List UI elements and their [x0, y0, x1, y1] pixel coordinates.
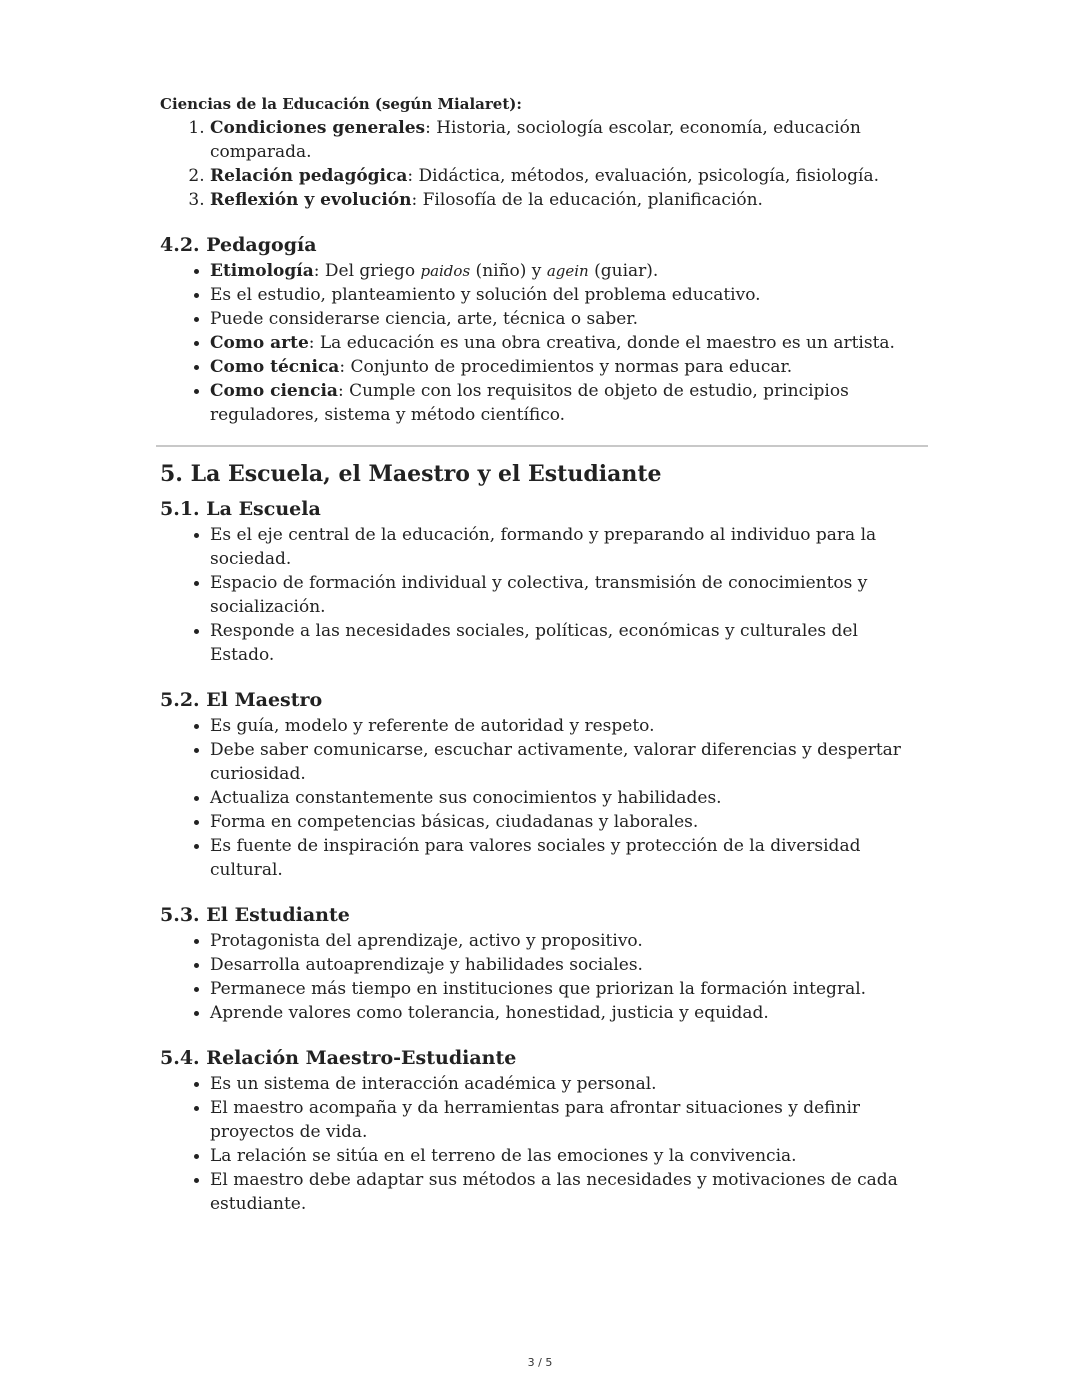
item-text: : La educación es una obra creativa, donde el maestro es un artista.: [308, 333, 895, 353]
list-item: [210, 379, 924, 427]
section-heading-pedagogia: 4.2. Pedagogía: [160, 234, 317, 256]
greek-word: paidos: [420, 262, 471, 280]
list-item: [210, 259, 924, 283]
estudiante-list: [160, 929, 924, 1025]
list-item: • Protagonista del aprendizaje, activo y propositivo.: [210, 929, 924, 953]
item-text: : Conjunto de procedimientos y normas para educar.: [339, 357, 793, 377]
item-term: Como arte: [210, 333, 309, 353]
item-text: (niño) y: [470, 261, 547, 281]
list-item: [210, 116, 924, 164]
item-term: Etimología: [210, 261, 314, 281]
item-text: : Filosofía de la educación, planificación.: [411, 190, 763, 210]
list-item: • El maestro debe adaptar sus métodos a las necesidades y motivaciones de cada estudiante.: [210, 1168, 924, 1216]
list-item: [210, 188, 924, 212]
item-term: Como ciencia: [210, 381, 338, 401]
list-item: • Desarrolla autoaprendizaje y habilidades sociales.: [210, 953, 924, 977]
item-text: (guiar).: [588, 261, 659, 281]
mialaret-list: [160, 116, 924, 212]
item-term: Reflexión y evolución: [210, 190, 412, 210]
item-text: : Del griego: [313, 261, 421, 281]
list-item: • Debe saber comunicarse, escuchar activamente, valorar diferencias y despertar curiosidad.: [210, 738, 924, 786]
list-item: • Puede considerarse ciencia, arte, técnica o saber.: [210, 307, 924, 331]
list-item: • Responde a las necesidades sociales, políticas, económicas y culturales del Estado.: [210, 619, 924, 667]
item-text: : Historia, sociología escolar, economía, educación comparada.: [210, 118, 861, 162]
list-item: • Espacio de formación individual y colectiva, transmisión de conocimientos y socialización.: [210, 571, 924, 619]
list-item: • La relación se sitúa en el terreno de las emociones y la convivencia.: [210, 1144, 924, 1168]
list-item: • Es un sistema de interacción académica y personal.: [210, 1072, 924, 1096]
list-item: • Es guía, modelo y referente de autoridad y respeto.: [210, 714, 924, 738]
section-divider: [156, 445, 928, 447]
document-page: [160, 92, 924, 1216]
list-item: • Permanece más tiempo en instituciones que priorizan la formación integral.: [210, 977, 924, 1001]
item-term: Como técnica: [210, 357, 340, 377]
list-item: • El maestro acompaña y da herramientas para afrontar situaciones y definir proyectos de vida.: [210, 1096, 924, 1144]
list-item: • Aprende valores como tolerancia, honestidad, justicia y equidad.: [210, 1001, 924, 1025]
list-item: • Actualiza constantemente sus conocimientos y habilidades.: [210, 786, 924, 810]
section-heading-relacion: 5.4. Relación Maestro-Estudiante: [160, 1047, 517, 1069]
relacion-list: [160, 1072, 924, 1216]
section-heading-el-maestro: 5.2. El Maestro: [160, 689, 323, 711]
list-item: • Es el eje central de la educación, formando y preparando al individuo para la sociedad.: [210, 523, 924, 571]
maestro-list: [160, 714, 924, 882]
section-heading-el-estudiante: 5.3. El Estudiante: [160, 904, 350, 926]
item-term: Condiciones generales: [210, 118, 426, 138]
item-text: : Didáctica, métodos, evaluación, psicología, fisiología.: [407, 166, 880, 186]
list-item: • Es el estudio, planteamiento y solución del problema educativo.: [210, 283, 924, 307]
list-item: • Es fuente de inspiración para valores sociales y protección de la diversidad cultural.: [210, 834, 924, 882]
escuela-list: [160, 523, 924, 667]
item-text: : Cumple con los requisitos de objeto de estudio, principios reguladores, sistema y método científico.: [210, 381, 849, 425]
section-heading-escuela-maestro-estudiante: 5. La Escuela, el Maestro y el Estudiante: [160, 461, 662, 487]
item-term: Relación pedagógica: [210, 166, 408, 186]
pedagogia-list: [160, 259, 924, 427]
page-number: 3 / 5: [527, 1356, 553, 1369]
list-item: [210, 355, 924, 379]
list-item: • Forma en competencias básicas, ciudadanas y laborales.: [210, 810, 924, 834]
intro-heading: Ciencias de la Educación (según Mialaret):: [160, 95, 522, 113]
section-heading-la-escuela: 5.1. La Escuela: [160, 498, 321, 520]
greek-word: agein: [546, 262, 589, 280]
list-item: [210, 164, 924, 188]
list-item: [210, 331, 924, 355]
